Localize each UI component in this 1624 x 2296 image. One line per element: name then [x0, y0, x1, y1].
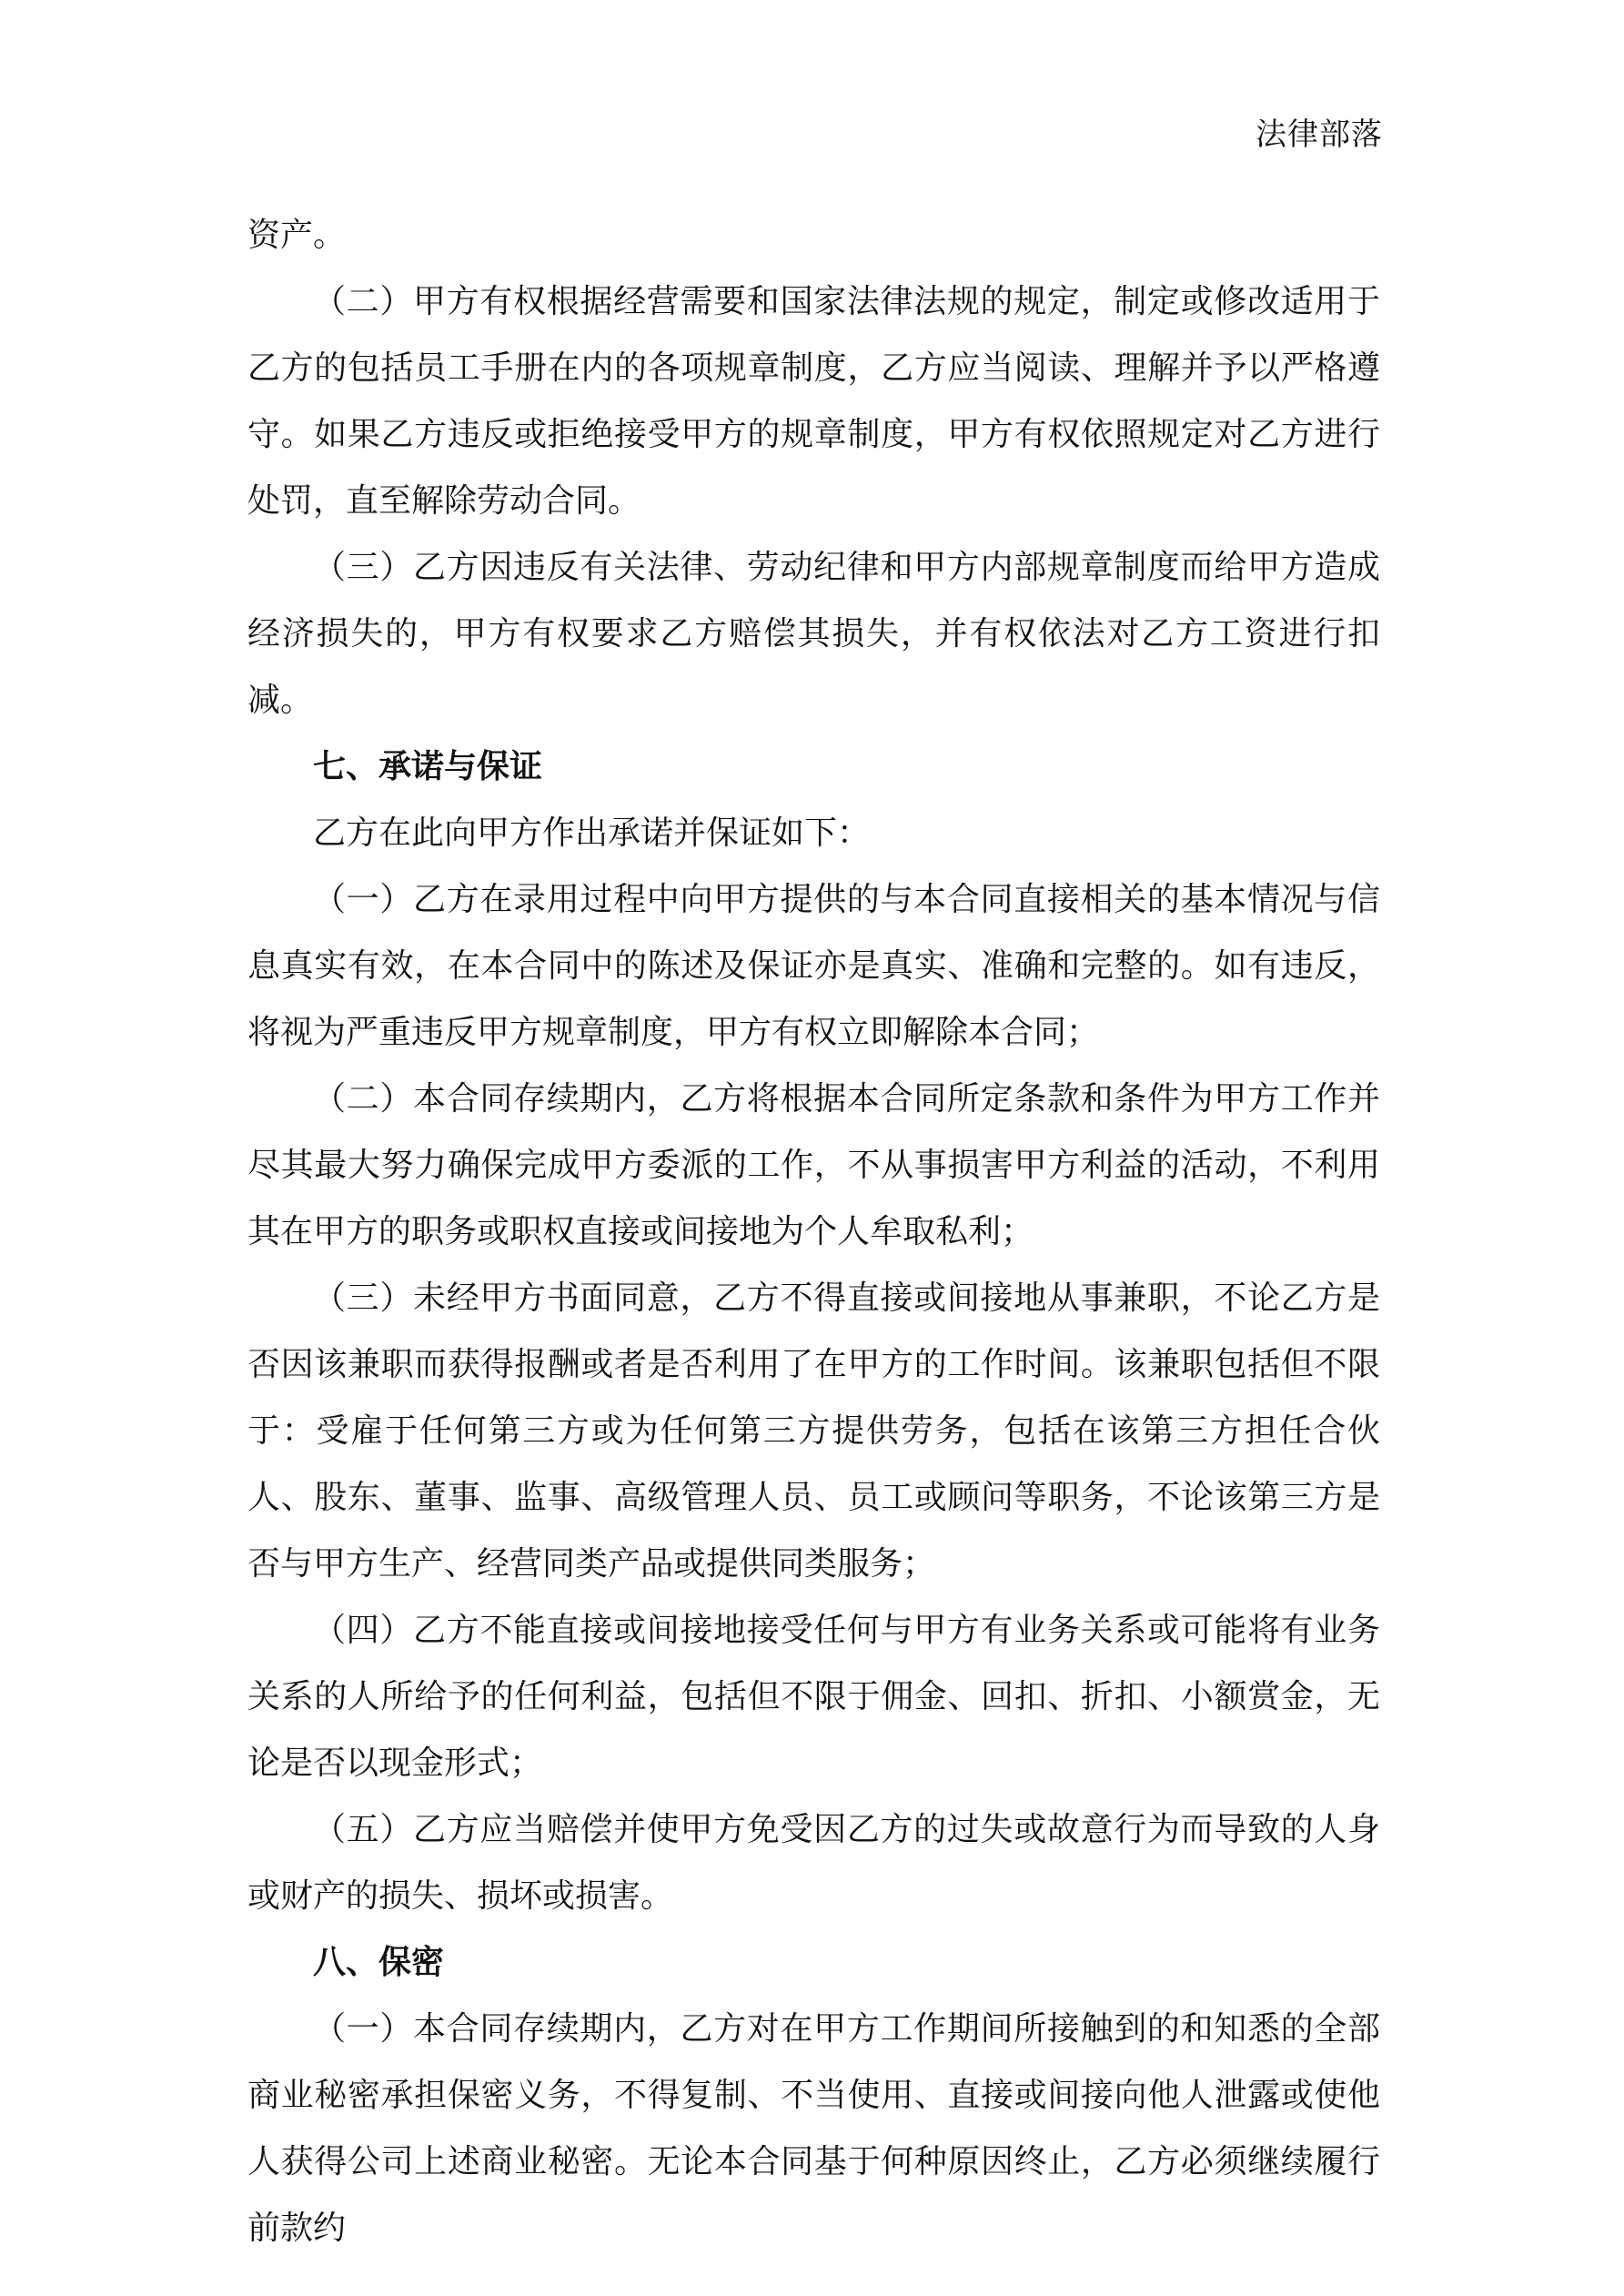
section-heading: 七、承诺与保证	[313, 748, 543, 785]
paragraph: 资产。	[247, 217, 347, 254]
paragraph: （一）乙方在录用过程中向甲方提供的与本合同直接相关的基本情况与信息真实有效，在本合同中的陈述及保证亦是真实、准确和完整的。如有违反，将视为严重违反甲方规章制度，甲方有权立即解除本合同；	[247, 881, 1380, 1051]
paragraph: （三）未经甲方书面同意，乙方不得直接或间接地从事兼职，不论乙方是否因该兼职而获得报酬或者是否利用了在甲方的工作时间。该兼职包括但不限于：受雇于任何第三方或为任何第三方提供劳务，包括在该第三方担任合伙人、股东、董事、监事、高级管理人员、员工或顾问等职务，不论该第三方是否与甲方生产、经营同类产品或提供同类服务；	[247, 1279, 1380, 1583]
paragraph: （三）乙方因违反有关法律、劳动纪律和甲方内部规章制度而给甲方造成经济损失的，甲方有权要求乙方赔偿其损失，并有权依法对乙方工资进行扣减。	[247, 549, 1380, 719]
paragraph: （二）本合同存续期内，乙方将根据本合同所定条款和条件为甲方工作并尽其最大努力确保完成甲方委派的工作，不从事损害甲方利益的活动，不利用其在甲方的职务或职权直接或间接地为个人牟取私利；	[247, 1080, 1380, 1250]
paragraph: （一）本合同存续期内，乙方对在甲方工作期间所接触到的和知悉的全部商业秘密承担保密义务，不得复制、不当使用、直接或间接向他人泄露或使他人获得公司上述商业秘密。无论本合同基于何种原因终止，乙方必须继续履行前款约	[247, 2010, 1380, 2247]
paragraph: （二）甲方有权根据经营需要和国家法律法规的规定，制定或修改适用于乙方的包括员工手册在内的各项规章制度，乙方应当阅读、理解并予以严格遵守。如果乙方违反或拒绝接受甲方的规章制度，甲方有权依照规定对乙方进行处罚，直至解除劳动合同。	[247, 283, 1380, 520]
page-header: 法律部落	[1256, 116, 1383, 153]
section-heading: 八、保密	[313, 1944, 445, 1981]
document-body	[247, 202, 1380, 2261]
paragraph: 乙方在此向甲方作出承诺并保证如下：	[313, 814, 871, 852]
paragraph: （五）乙方应当赔偿并使甲方免受因乙方的过失或故意行为而导致的人身或财产的损失、损坏或损害。	[247, 1811, 1380, 1915]
paragraph: （四）乙方不能直接或间接地接受任何与甲方有业务关系或可能将有业务关系的人所给予的任何利益，包括但不限于佣金、回扣、折扣、小额赏金，无论是否以现金形式；	[247, 1612, 1380, 1782]
